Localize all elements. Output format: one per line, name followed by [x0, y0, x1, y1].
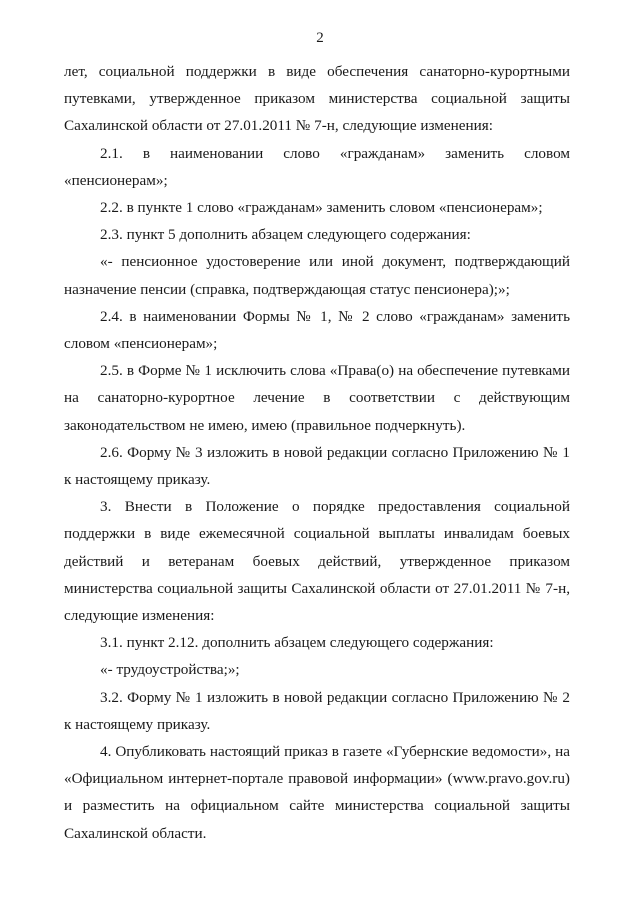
paragraph-4: 4. Опубликовать настоящий приказ в газете «Губернские ведомости», на «Официальном интернет-портале правовой информации» (www.pravo.gov.ru) и разместить на официальном сайте министерства социальной защиты Сахалинской области.: [64, 743, 570, 842]
paragraph-3-1: 3.1. пункт 2.12. дополнить абзацем следующего содержания:: [100, 634, 494, 652]
paragraph-3: 3. Внести в Положение о порядке предоставления социальной поддержки в виде ежемесячной социальной выплаты инвалидам боевых действий и ветеранам боевых действий, утвержденное приказом министерства социальной защиты Сахалинской области от 27.01.2011 № 7-н, следующие изменения:: [64, 498, 570, 625]
paragraph-2-4: 2.4. в наименовании Формы № 1, № 2 слово «гражданам» заменить словом «пенсионерам»;: [64, 307, 570, 353]
paragraph-2-3: 2.3. пункт 5 дополнить абзацем следующего содержания:: [100, 226, 471, 244]
paragraph-2-3-quote: «- пенсионное удостоверение или иной документ, подтверждающий назначение пенсии (справка, подтверждающая статус пенсионера);»;: [64, 253, 570, 298]
paragraph-continuation: лет, социальной поддержки в виде обеспечения санаторно-курортными путевками, утвержденное приказом министерства социальной защиты Сахалинской области от 27.01.2011 № 7-н, следующие изменения:: [64, 63, 570, 135]
paragraph-2-5: 2.5. в Форме № 1 исключить слова «Права(о) на обеспечение путевками на санаторно-курортное лечение в соответствии с действующим законодательством не имею, имею (правильное подчеркнуть).: [64, 362, 570, 434]
page-number: 2: [316, 30, 324, 46]
paragraph-2-6: 2.6. Форму № 3 изложить в новой редакции согласно Приложению № 1 к настоящему приказу.: [64, 443, 570, 489]
paragraph-2-1: 2.1. в наименовании слово «гражданам» заменить словом «пенсионерам»;: [64, 144, 570, 189]
paragraph-2-2: 2.2. в пункте 1 слово «гражданам» заменить словом «пенсионерам»;: [100, 199, 543, 217]
paragraph-3-1-quote: «- трудоустройства;»;: [100, 661, 240, 679]
document-body: [64, 58, 570, 847]
paragraph-3-2: 3.2. Форму № 1 изложить в новой редакции согласно Приложению № 2 к настоящему приказу.: [64, 688, 570, 733]
